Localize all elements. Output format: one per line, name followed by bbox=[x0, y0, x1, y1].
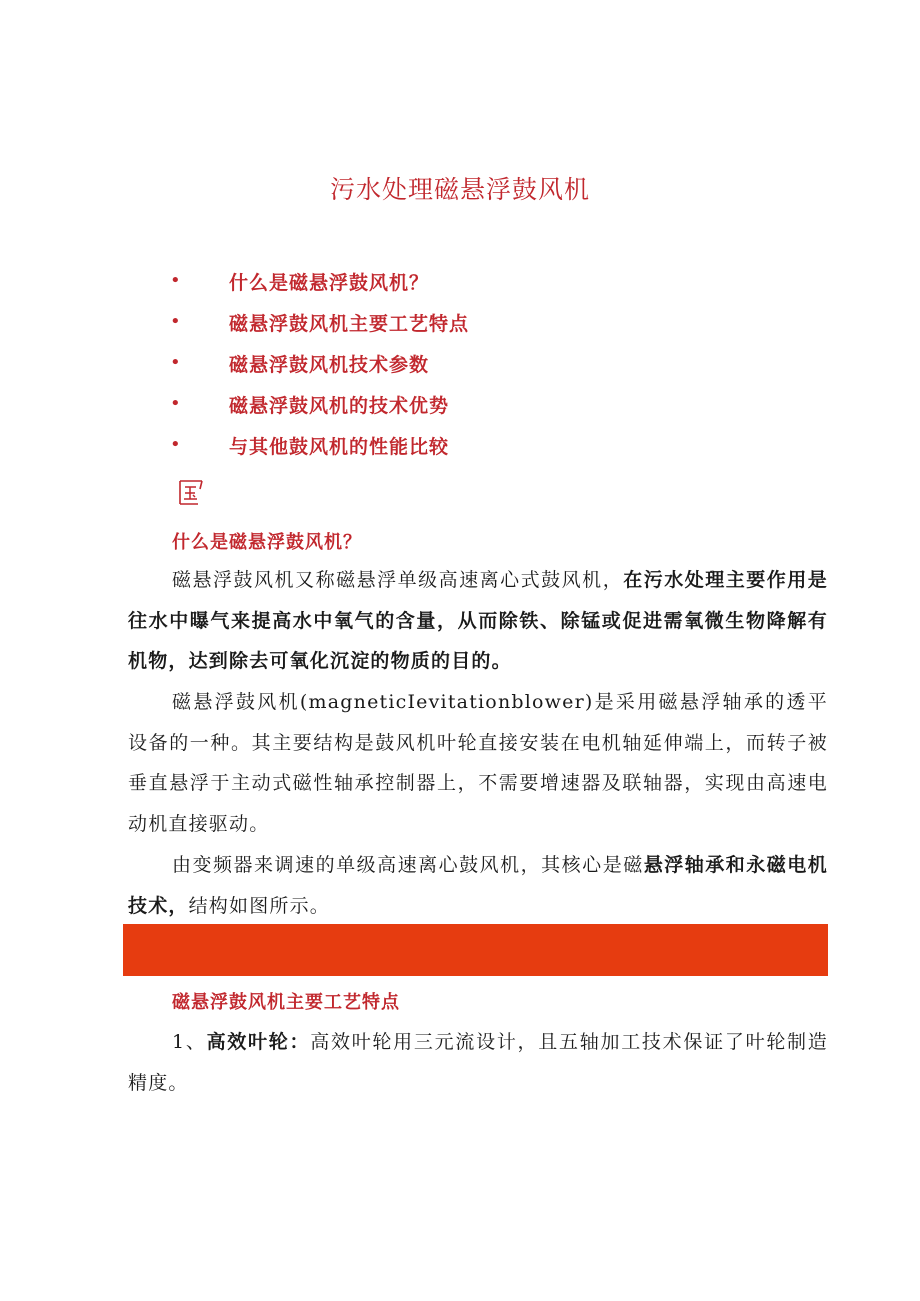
paragraph-bold-text: 在污水处理主要作用是往水中曝气来提高水中氧气的含量，从而除铁、除锰或促进需氧微生物降解有机物，达到除去可氧化沉淀的物质的目的。 bbox=[128, 569, 828, 672]
paragraph bbox=[128, 682, 828, 844]
paragraph bbox=[128, 845, 828, 926]
bullet-icon: • bbox=[170, 270, 181, 291]
toc-link[interactable]: 什么是磁悬浮鼓风机？ bbox=[229, 272, 430, 294]
section-heading: 磁悬浮鼓风机主要工艺特点 bbox=[172, 992, 400, 1013]
toc-item[interactable] bbox=[0, 268, 920, 300]
toc-item[interactable] bbox=[0, 350, 920, 382]
toc-item[interactable] bbox=[0, 391, 920, 423]
paragraph-bold-text: 悬浮轴承和永磁电机技术， bbox=[128, 854, 828, 917]
paragraph-bold-text: 高效叶轮： bbox=[206, 1031, 311, 1053]
image-banner bbox=[123, 924, 828, 976]
toc-link[interactable]: 与其他鼓风机的性能比较 bbox=[229, 436, 450, 458]
paragraph-text: 高效叶轮用三元流设计，且五轴加工技术保证了叶轮制造精度。 bbox=[128, 1031, 828, 1094]
item-number: 1、 bbox=[172, 1031, 207, 1053]
toc-item[interactable] bbox=[0, 432, 920, 464]
paragraph-text: 结构如图所示。 bbox=[188, 894, 331, 917]
toc-link[interactable]: 磁悬浮鼓风机的技术优势 bbox=[229, 395, 450, 417]
toc-item[interactable] bbox=[0, 309, 920, 341]
paragraph-text: 磁悬浮鼓风机(magneticIevitationblower)是采用磁悬浮轴承的透平设备的一种。其主要结构是鼓风机叶轮直接安装在电机轴延伸端上，而转子被垂直悬浮于主动式磁性轴承控制器上，不需要增速器及联轴器，实现由高速电动机直接驱动。 bbox=[128, 691, 828, 835]
document-title: 污水处理磁悬浮鼓风机 bbox=[329, 175, 590, 204]
bullet-icon: • bbox=[170, 393, 181, 414]
bullet-icon: • bbox=[170, 311, 181, 332]
paragraph bbox=[128, 560, 828, 682]
image-placeholder-icon bbox=[176, 478, 204, 506]
section-heading: 什么是磁悬浮鼓风机？ bbox=[172, 532, 362, 553]
bullet-icon: • bbox=[170, 434, 181, 455]
paragraph-text: 磁悬浮鼓风机又称磁悬浮单级高速离心式鼓风机， bbox=[172, 569, 624, 591]
toc-link[interactable]: 磁悬浮鼓风机技术参数 bbox=[229, 354, 430, 376]
paragraph-text: 由变频器来调速的单级高速离心鼓风机，其核心是磁 bbox=[172, 854, 644, 876]
paragraph bbox=[128, 1022, 828, 1103]
bullet-icon: • bbox=[170, 352, 181, 373]
toc-link[interactable]: 磁悬浮鼓风机主要工艺特点 bbox=[229, 313, 470, 335]
